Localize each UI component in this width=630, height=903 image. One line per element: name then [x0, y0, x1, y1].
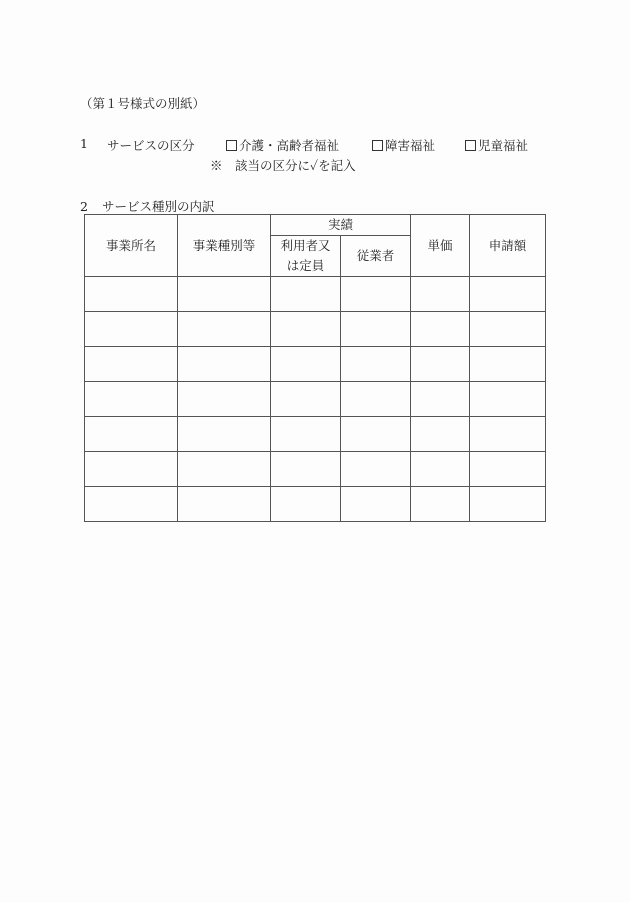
- cell[interactable]: [271, 417, 341, 452]
- header-users-capacity: 利用者又 は定員: [271, 236, 341, 277]
- cell[interactable]: [470, 382, 546, 417]
- header-employees: 従業者: [341, 236, 411, 277]
- section-service-breakdown: [80, 197, 214, 215]
- cell[interactable]: [85, 347, 178, 382]
- section-number: 1: [80, 136, 88, 151]
- cell[interactable]: [470, 452, 546, 487]
- option-disability[interactable]: [372, 136, 435, 154]
- cell[interactable]: [178, 347, 271, 382]
- header-unit-price: 単価: [411, 215, 470, 277]
- checkbox[interactable]: [372, 140, 383, 151]
- cell[interactable]: [341, 277, 411, 312]
- cell[interactable]: [271, 347, 341, 382]
- cell[interactable]: [470, 312, 546, 347]
- header-amount: 申請額: [470, 215, 546, 277]
- checkbox[interactable]: [226, 140, 237, 151]
- cell[interactable]: [411, 277, 470, 312]
- cell[interactable]: [411, 487, 470, 522]
- cell[interactable]: [470, 417, 546, 452]
- cell[interactable]: [341, 347, 411, 382]
- checkbox[interactable]: [465, 140, 476, 151]
- cell[interactable]: [470, 487, 546, 522]
- table-row: [85, 347, 546, 382]
- cell[interactable]: [178, 312, 271, 347]
- cell[interactable]: [85, 312, 178, 347]
- cell[interactable]: [178, 487, 271, 522]
- cell[interactable]: [85, 487, 178, 522]
- cell[interactable]: [178, 382, 271, 417]
- table-row: [85, 312, 546, 347]
- header-office-name: 事業所名: [85, 215, 178, 277]
- cell[interactable]: [411, 452, 470, 487]
- cell[interactable]: [411, 417, 470, 452]
- cell[interactable]: [470, 277, 546, 312]
- cell[interactable]: [178, 452, 271, 487]
- form-label: （第１号様式の別紙）: [80, 96, 206, 111]
- cell[interactable]: [85, 382, 178, 417]
- cell[interactable]: [341, 382, 411, 417]
- section-title: サービス種別の内訳: [101, 199, 215, 214]
- cell[interactable]: [271, 277, 341, 312]
- table-row: [85, 417, 546, 452]
- cell[interactable]: [411, 382, 470, 417]
- check-instruction-note: ※ 該当の区分に✓を記入: [210, 158, 356, 173]
- table-row: [85, 452, 546, 487]
- table-row: [85, 277, 546, 312]
- table-row: [85, 382, 546, 417]
- cell[interactable]: [470, 347, 546, 382]
- cell[interactable]: [85, 417, 178, 452]
- cell[interactable]: [178, 277, 271, 312]
- service-breakdown-table: [84, 214, 546, 522]
- option-label: 介護・高齢者福祉: [239, 138, 340, 153]
- section-title: サービスの区分: [107, 138, 195, 153]
- cell[interactable]: [341, 487, 411, 522]
- table-row: [85, 487, 546, 522]
- option-label: 児童福祉: [478, 138, 529, 153]
- option-child[interactable]: [465, 136, 528, 154]
- cell[interactable]: [271, 312, 341, 347]
- cell[interactable]: [411, 312, 470, 347]
- section-number: 2: [80, 199, 88, 214]
- cell[interactable]: [411, 347, 470, 382]
- header-service-type: 事業種別等: [178, 215, 271, 277]
- cell[interactable]: [271, 452, 341, 487]
- cell[interactable]: [271, 487, 341, 522]
- option-elderly-care[interactable]: [226, 136, 339, 154]
- cell[interactable]: [341, 417, 411, 452]
- option-label: 障害福祉: [385, 138, 436, 153]
- cell[interactable]: [271, 382, 341, 417]
- cell[interactable]: [341, 452, 411, 487]
- cell[interactable]: [85, 277, 178, 312]
- cell[interactable]: [341, 312, 411, 347]
- header-results: 実績: [271, 215, 411, 236]
- cell[interactable]: [85, 452, 178, 487]
- cell[interactable]: [178, 417, 271, 452]
